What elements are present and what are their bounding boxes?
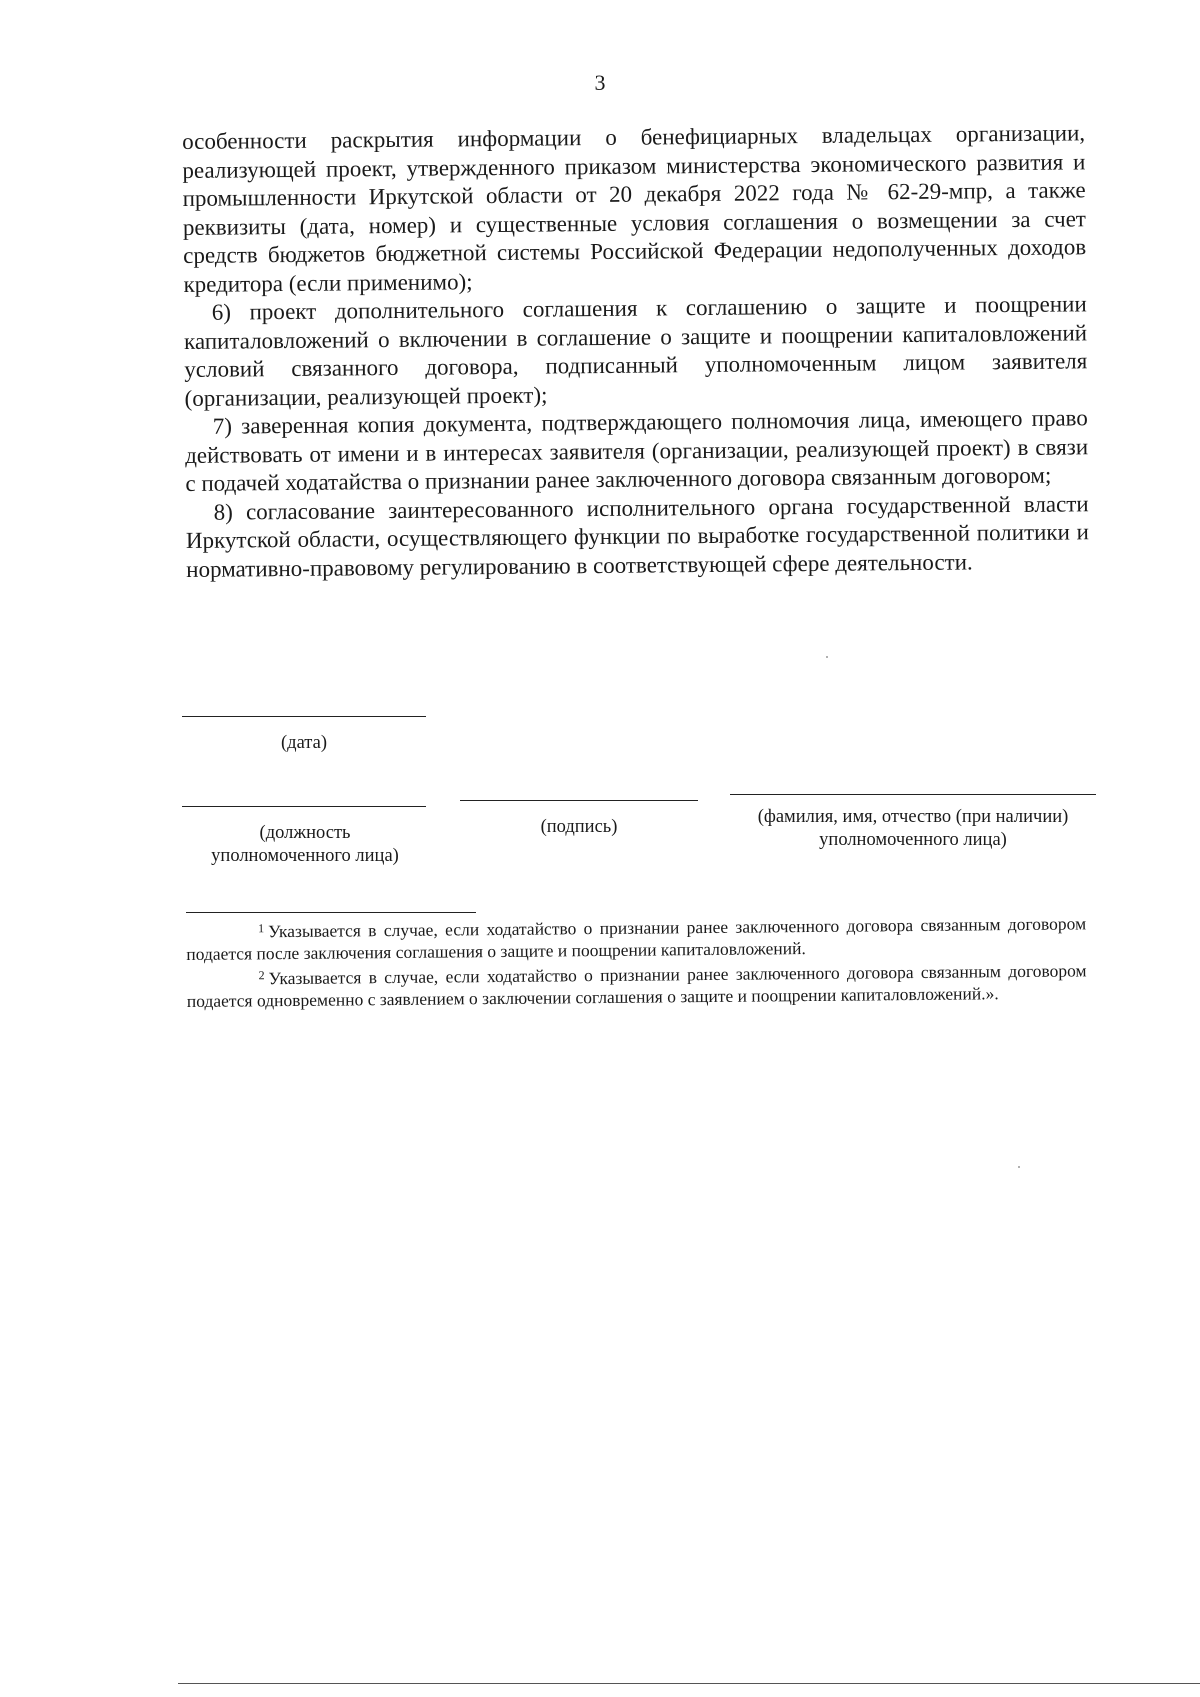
footnotes	[186, 909, 1087, 1012]
scan-speck	[826, 656, 828, 658]
document-body	[182, 119, 1089, 584]
footnote-mark-1: 1	[258, 921, 265, 936]
footnote-mark-2: 2	[258, 968, 265, 983]
scan-edge-line	[178, 1683, 1200, 1684]
list-item-8: 8) согласование заинтересованного исполнительного органа государственной власти Иркутской области, осуществляющего функции по выработке государственной политики и нормативно-правовому регулированию в соответствующей сфере деятельности.	[185, 490, 1090, 582]
signature-line	[460, 800, 698, 801]
footnote-2	[186, 956, 1086, 1012]
position-label: (должность уполномоченного лица)	[211, 823, 399, 866]
footnote-text-1: Указывается в случае, если ходатайство о признании ранее заключенного договора связанным договором подается после заключения соглашения о защите и поощрении капиталовложений.	[186, 913, 1087, 964]
date-line	[182, 716, 426, 717]
name-label: (фамилия, имя, отчество (при наличии) уполномоченного лица)	[757, 807, 1069, 850]
date-label: (дата)	[281, 733, 327, 753]
page-number: 3	[594, 70, 606, 95]
list-item-6: 6) проект дополнительного соглашения к соглашению о защите и поощрении капиталовложений о включении в соглашение о защите и поощрении капиталовложений условий связанного договора, подписанный уполномоченным лицом заявителя (организации, реализующей проект);	[183, 291, 1088, 411]
scan-speck	[1018, 1166, 1020, 1168]
paragraph-continuation: особенности раскрытия информации о бенефициарных владельцах организации, реализующей проект, утвержденного приказом министерства экономического развития и промышленности Иркутской области от 20 декабря 2022 года № 62-29-мпр, а также реквизиты (дата, номер) и существенные условия соглашения о возмещении за счет средств бюджетов бюджетной системы Российской Федерации недополученных доходов кредитора (если применимо);	[182, 120, 1087, 297]
signature-label: (подпись)	[540, 817, 618, 837]
footnote-separator	[186, 912, 476, 913]
list-item-7: 7) заверенная копия документа, подтверждающего полномочия лица, имеющего право действовать от имени и в интересах заявителя (организации, реализующей проект) в связи с подачей ходатайства о признании ранее заключенного договора связанным договором;	[185, 405, 1089, 496]
footnote-1	[186, 909, 1086, 965]
position-line	[182, 806, 426, 807]
footnote-text-2: Указывается в случае, если ходатайство о признании ранее заключенного договора связанным договором подается одновременно с заявлением о заключении соглашения о защите и поощрении капиталовложений.».	[186, 960, 1087, 1011]
name-line	[730, 794, 1096, 795]
